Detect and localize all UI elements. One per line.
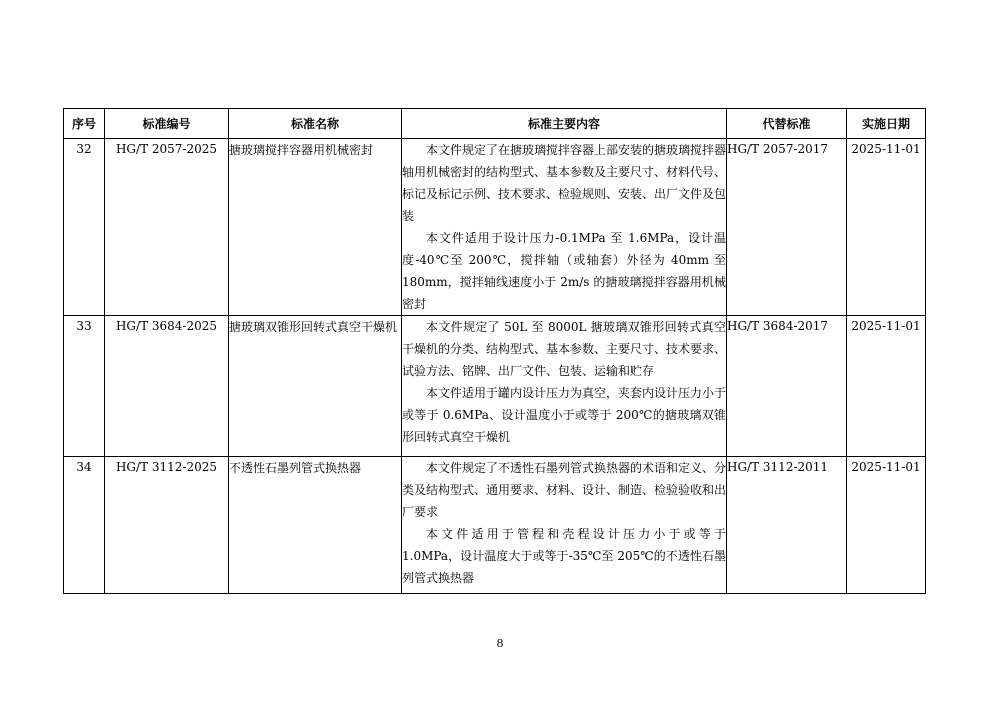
row-name: 搪玻璃双锥形回转式真空干燥机	[229, 316, 402, 457]
header-name: 标准名称	[229, 109, 402, 139]
row-content	[402, 139, 727, 316]
header-date: 实施日期	[847, 109, 926, 139]
content-paragraph-scope: 本文件规定了在搪玻璃搅拌容器上部安装的搪玻璃搅拌器轴用机械密封的结构型式、基本参数及主要尺寸、材料代号、标记及标记示例、技术要求、检验规则、安装、出厂文件及包装	[402, 143, 727, 223]
header-replaces: 代替标准	[727, 109, 847, 139]
row-date: 2025-11-01	[847, 316, 926, 457]
table-row	[64, 457, 926, 594]
table-header-row	[64, 109, 926, 139]
row-content	[402, 316, 727, 457]
row-code: HG/T 2057-2025	[105, 139, 229, 316]
content-paragraph-applicability: 本文件适用于管程和壳程设计压力小于或等于 1.0MPa，设计温度大于或等于-35℃至 205℃的不透性石墨列管式换热器	[402, 527, 726, 585]
row-replaces: HG/T 3684-2017	[727, 316, 847, 457]
header-no: 序号	[64, 109, 105, 139]
row-date: 2025-11-01	[847, 457, 926, 594]
content-paragraph-applicability: 本文件适用于罐内设计压力为真空，夹套内设计压力小于或等于 0.6MPa、设计温度小于或等于 200℃的搪玻璃双锥形回转式真空干燥机	[402, 386, 727, 444]
row-name: 不透性石墨列管式换热器	[229, 457, 402, 594]
row-date: 2025-11-01	[847, 139, 926, 316]
row-no: 32	[64, 139, 105, 316]
content-paragraph-applicability: 本文件适用于设计压力-0.1MPa 至 1.6MPa，设计温度-40℃至 200℃，搅拌轴（或轴套）外径为 40mm 至 180mm，搅拌轴线速度小于 2m/s 的搪玻璃搅拌容器用机械密封	[402, 231, 726, 311]
content-paragraph-scope: 本文件规定了不透性石墨列管式换热器的术语和定义、分类及结构型式、通用要求、材料、设计、制造、检验验收和出厂要求	[402, 461, 727, 519]
header-content: 标准主要内容	[402, 109, 727, 139]
row-content	[402, 457, 727, 594]
table-row	[64, 316, 926, 457]
row-code: HG/T 3684-2025	[105, 316, 229, 457]
header-code: 标准编号	[105, 109, 229, 139]
row-code: HG/T 3112-2025	[105, 457, 229, 594]
table-row	[64, 139, 926, 316]
row-replaces: HG/T 3112-2011	[727, 457, 847, 594]
row-replaces: HG/T 2057-2017	[727, 139, 847, 316]
page-number: 8	[496, 637, 504, 650]
row-name: 搪玻璃搅拌容器用机械密封	[229, 139, 402, 316]
row-no: 34	[64, 457, 105, 594]
standards-table	[63, 108, 926, 594]
content-paragraph-scope: 本文件规定了 50L 至 8000L 搪玻璃双锥形回转式真空干燥机的分类、结构型式、基本参数、主要尺寸、技术要求、试验方法、铭牌、出厂文件、包装、运输和贮存	[402, 320, 727, 378]
row-no: 33	[64, 316, 105, 457]
